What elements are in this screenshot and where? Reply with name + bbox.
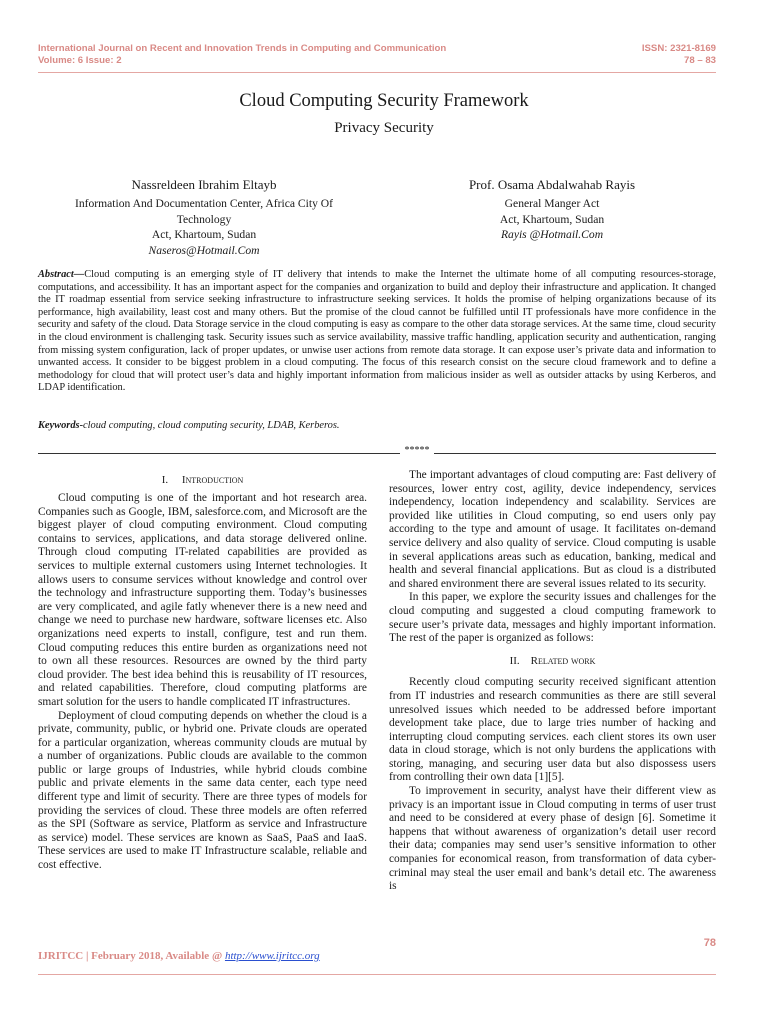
author-affiliation: General Manger Act: [504, 197, 600, 210]
right-column: [389, 469, 716, 894]
section-heading-introduction: [38, 474, 367, 486]
header-divider: [38, 72, 716, 73]
author-email[interactable]: Rayis @Hotmail.Com: [500, 228, 604, 241]
separator-line-right: [434, 453, 716, 454]
abstract-text: Cloud computing is an emerging style of IT delivery that intends to make the Internet the ultimate home of all computing resources-storage, computations, and accessibility. It has an important aspect for the companies and organization to build and deploy their infrastructure and application. It changed the IT roadmap essential from service seeking infrastructure to infrastructure seeking services. It holds the promise of helping organizations because of its performance, high availability, least cost and many others. But the promise of the cloud cannot be fulfilled until IT professionals have more confidence in the security and safety of the cloud. Data Storage service in the cloud computing is easy as compare to the other data storage services. At the same time, cloud security in the cloud environment is challenging task. Security issues such as service availability, massive traffic handling, application security and authentication, ranging from missing system configuration, lack of proper updates, or unwise user actions from remote data storage. It can expose user’s private data and information to unwanted access. It consider to be biggest problem in a cloud computing. The focus of this research consist on the secure cloud framework and to define a methodology for cloud that will protect user’s data and highly important information from malicious insider as well as outsider attacks by using Kerberos, and LDAP identification.: [38, 269, 716, 394]
author-location: Act, Khartoum, Sudan: [151, 228, 257, 241]
paragraph: The important advantages of cloud computing are: Fast delivery of resources, lower entry cost, agility, device independency, services independency, location independency and scalability. Services are provided like utilities in Cloud computing, so end users only pay according to the type and amount of usage. It facilitates on-demand service delivery and also quality of service. Cloud computing is usable in several applications areas such as education, banking, medical and health and several financial applications. But as cloud is a distributed and shared environment there are several issues related to its security.: [389, 469, 716, 590]
footer: [38, 950, 320, 962]
journal-name: International Journal on Recent and Innovation Trends in Computing and Communication: [38, 43, 447, 54]
page-range: 78 – 83: [683, 55, 716, 66]
separator-stars: *****: [404, 445, 430, 456]
abstract-label: Abstract—: [38, 269, 85, 280]
paragraph: Cloud computing is one of the important and hot research area. Companies such as Google, IBM, salesforce.com, and Microsoft are the biggest player of cloud computing environment. Cloud computing contains to services, applications, and data storage delivered online. Through cloud computing IT-related capabilities are provided as services to multiple external customers using Internet technologies. It allows users to consume services without knowledge and control over the technology and infrastructure supporting them. Today’s businesses are very complicated, and agile fatly whenever there is a new need and change we need to purchase new hardware, software licenses etc. Also organizations need experts to install, configure, test and run them. Cloud computing reduces this entire burden as organizations need not to own all these resources. Resources are owned by the third party cloud provider. The best idea behind this is reusability of IT resources, and related capabilities. Therefore, cloud computing platforms are smart solution for the users to handle complicated IT infrastructures.: [38, 492, 367, 708]
section-separator: [38, 446, 716, 460]
keywords-label: Keywords-: [38, 420, 84, 431]
journal-volume: Volume: 6 Issue: 2: [38, 55, 122, 66]
footer-link[interactable]: http://www.ijritcc.org: [224, 950, 320, 962]
paragraph: Recently cloud computing security received significant attention from IT industries and research communities as there are still several unresolved issues which needed to be addressed before important development take place, due to large tries number of hacking and interrupting cloud computing services. each client stores its own user data in cloud storage, which is not only burdens the applications with storing, managing, and securing user data but also dispossess users from controlling their own data [1][5].: [389, 676, 716, 784]
paragraph: Deployment of cloud computing depends on whether the cloud is a private, community, public, or hybrid one. Private clouds are operated for a particular organization, whereas community clouds are mutual by a number of organizations. Public clouds are available to the common public or large groups of Industries, while hybrid clouds combine public and private elements in the same data center, each type need different type and limit of security. There are three types of models for providing the services of cloud. These three models are often referred as the SPI (Software as service, Platform as service and Infrastructure as service) model. These services are known as SaaS, PaaS and IaaS. These services are used to make IT Infrastructure scalable, reliable and cost effective.: [38, 709, 367, 872]
section-number: I.: [161, 474, 169, 486]
author-location: Act, Khartoum, Sudan: [499, 212, 605, 226]
paragraph: To improvement in security, analyst have their different view as privacy is an important issue in Cloud computing in terms of user trust and need to be considered at every phase of design [6]. Sometime it happens that without awareness of organization’s detail user record their data; companies may send user’s sensitive information to other companies for economical reason, from transformation of data cyber-criminal may steal the user email and bank’s detail etc. The awareness is: [389, 785, 716, 893]
author-block-1: [48, 174, 360, 258]
journal-meta: [642, 43, 716, 67]
keywords-text: cloud computing, cloud computing security, LDAB, Kerberos.: [83, 420, 340, 431]
paragraph: In this paper, we explore the security issues and challenges for the cloud computing and suggested a cloud computing framework to secure user’s private data, messages and highly important information. The rest of the paper is organized as follows:: [389, 591, 716, 645]
left-column: [38, 492, 367, 873]
section-number: II.: [509, 654, 520, 667]
abstract: [38, 269, 716, 395]
author-name: Prof. Osama Abdalwahab Rayis: [468, 177, 636, 192]
author-email[interactable]: Naseros@Hotmail.Com: [148, 243, 260, 257]
footer-text: IJRITCC | February 2018, Available @: [38, 950, 225, 962]
section-heading-related-work: [389, 655, 716, 669]
journal-header: [38, 43, 446, 67]
page-number: 78: [703, 937, 716, 949]
keywords: [38, 420, 716, 431]
author-affiliation: Information And Documentation Center, Africa City Of Technology: [74, 197, 334, 226]
issn: ISSN: 2321-8169: [641, 43, 716, 54]
footer-divider: [38, 974, 716, 975]
section-title: Introduction: [181, 474, 244, 486]
author-name: Nassreldeen Ibrahim Eltayb: [131, 177, 277, 192]
author-block-2: [432, 174, 672, 243]
paper-title: Cloud Computing Security Framework: [239, 91, 529, 111]
paper-subtitle: Privacy Security: [334, 120, 434, 136]
separator-line-left: [38, 453, 400, 454]
section-title: Related work: [530, 654, 596, 667]
